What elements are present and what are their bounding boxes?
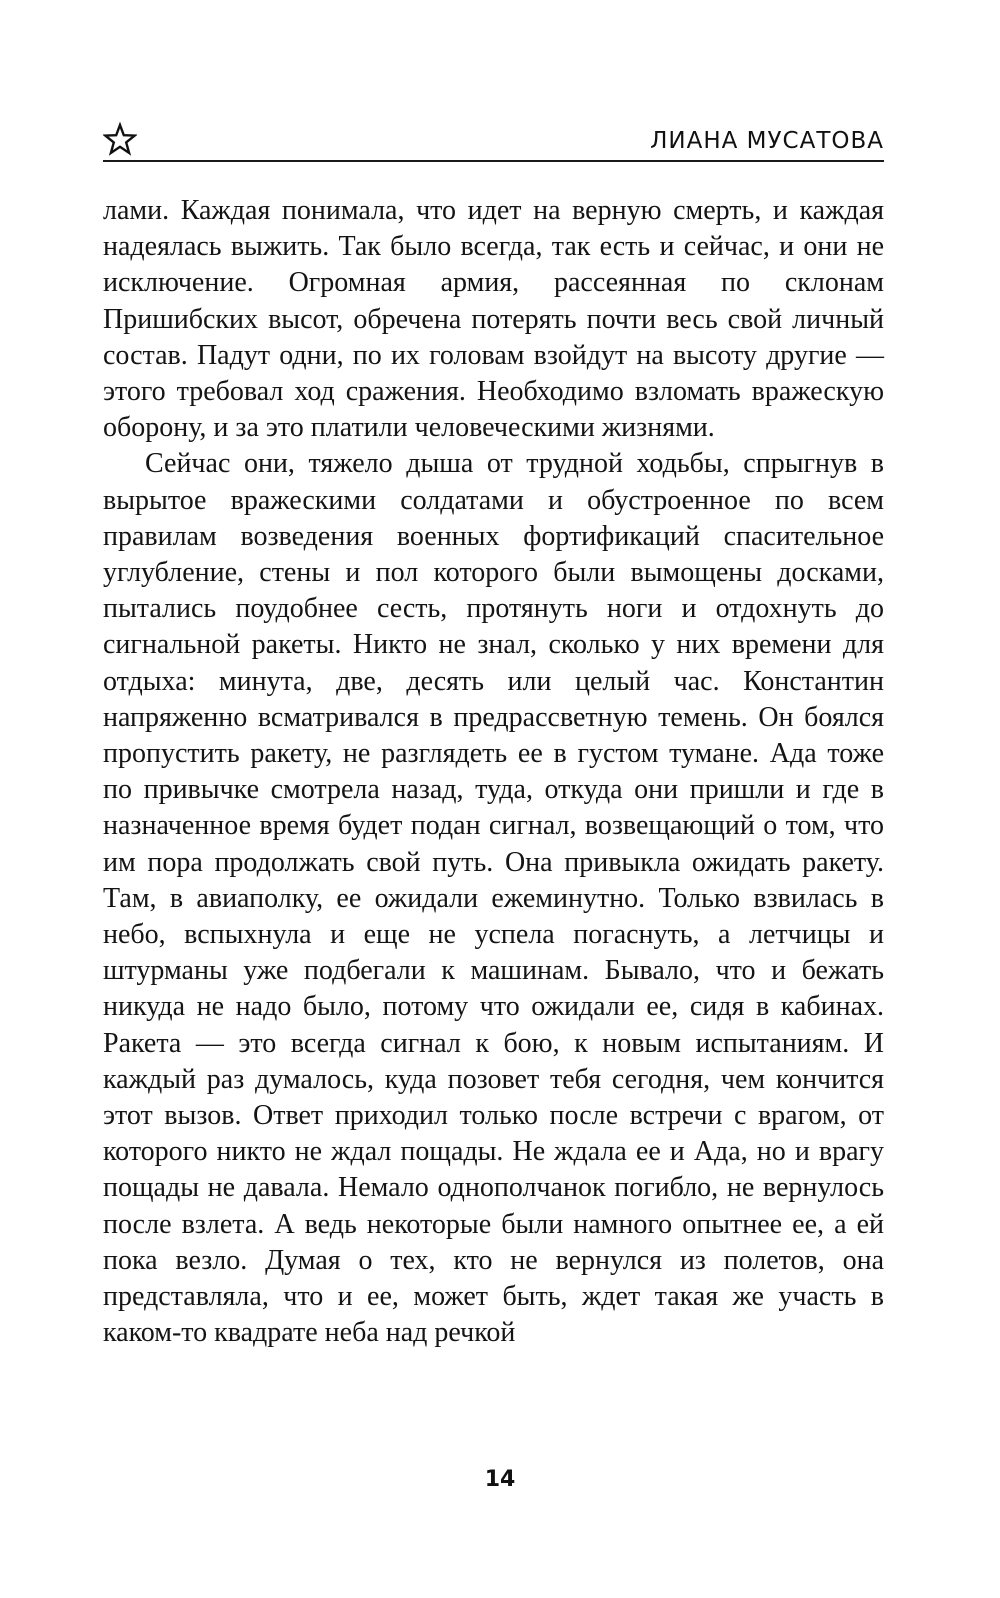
- body-text: [103, 193, 884, 1352]
- star-icon: [103, 122, 137, 156]
- author-name: ЛИАНА МУСАТОВА: [650, 128, 884, 154]
- paragraph: Сейчас они, тяжело дыша от трудной ходьбы, спрыгнув в вырытое вражескими солдатами и обустроенное по всем правилам возведения военных фортификаций спасительное углубление, стены и пол которого были вымощены досками, пытались поудобнее сесть, протянуть ноги и отдохнуть до сигнальной ракеты. Никто не знал, сколько у них времени для отдыха: минута, две, десять или целый час. Константин напряженно всматривался в предрассветную темень. Он боялся пропустить ракету, не разглядеть ее в густом тумане. Ада тоже по привычке смотрела назад, туда, откуда они пришли и где в назначенное время будет подан сигнал, возвещающий о том, что им пора продолжать свой путь. Она привыкла ожидать ракету. Там, в авиаполку, ее ожидали ежеминутно. Только взвилась в небо, вспыхнула и еще не успела погаснуть, а летчицы и штурманы уже подбегали к машинам. Бывало, что и бежать никуда не надо было, потому что ожидали ее, сидя в кабинах. Ракета — это всегда сигнал к бою, к новым испытаниям. И каждый раз думалось, куда позовет тебя сегодня, чем кончится этот вызов. Ответ приходил только после встречи с врагом, от которого никто не ждал пощады. Не ждала ее и Ада, но и врагу пощады не давала. Немало однополчанок погибло, не вернулось после взлета. А ведь некоторые были намного опытнее ее, а ей пока везло. Думая о тех, кто не вернулся из полетов, она представляла, что и ее, может быть, ждет такая же участь в каком-то квадрате неба над речкой: [103, 448, 884, 1349]
- header-divider: [103, 160, 884, 162]
- running-header: [103, 122, 884, 162]
- paragraph: лами. Каждая понимала, что идет на верную смерть, и каждая надеялась выжить. Так было всегда, так есть и сейчас, и они не исключение. Огромная армия, рассеянная по склонам Пришибских высот, обречена потерять почти весь свой личный состав. Падут одни, по их головам взойдут на высоту другие — этого требовал ход сражения. Необходимо взломать вражескую оборону, и за это платили человеческими жизнями.: [103, 195, 884, 444]
- page-number: 14: [484, 1467, 516, 1492]
